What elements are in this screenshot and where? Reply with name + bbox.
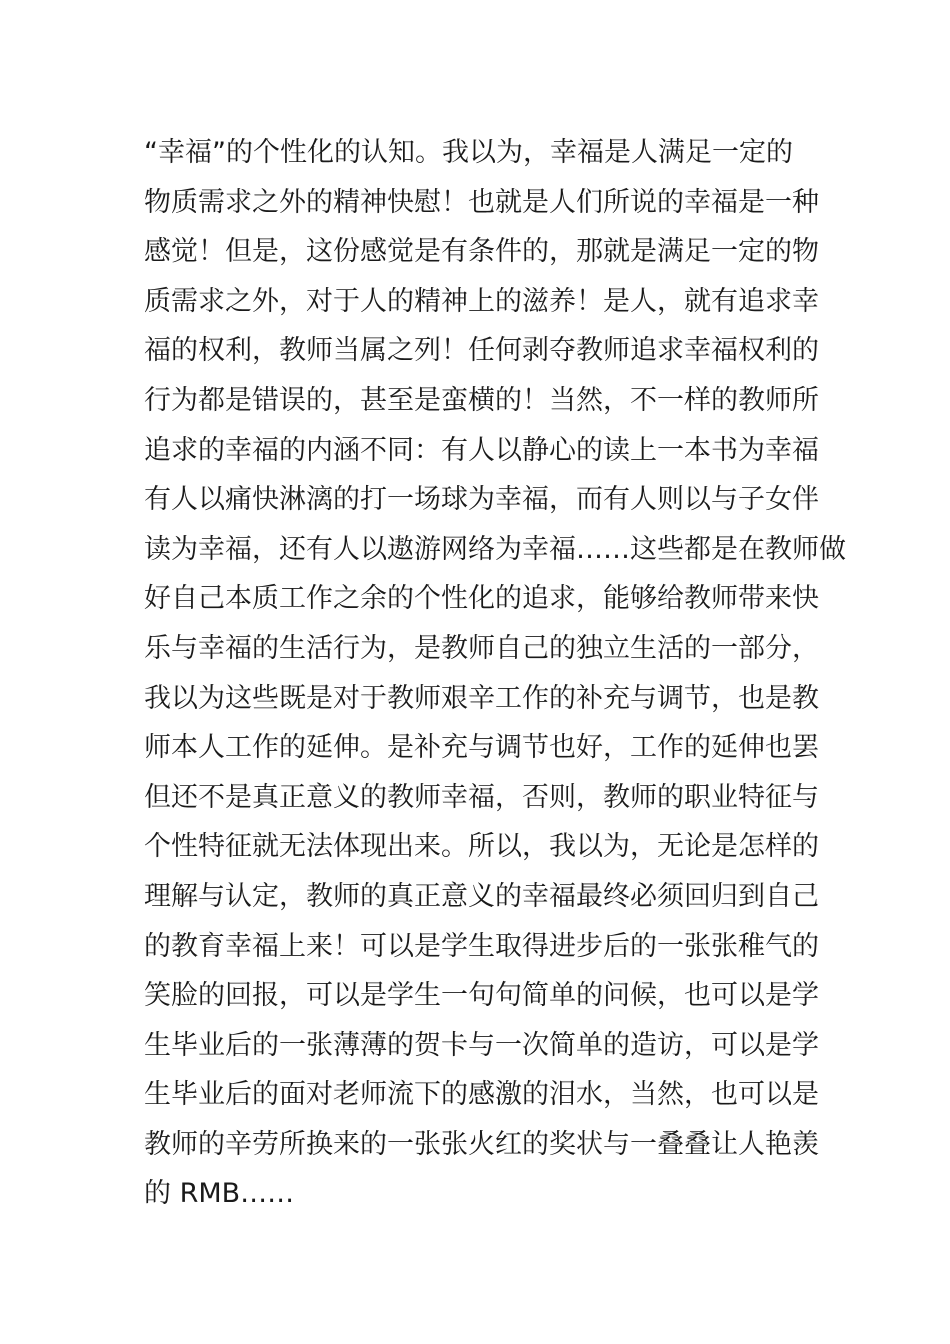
text-line-9: 读为幸福，还有人以遨游网络为幸福……这些都是在教师做 [144,533,846,565]
text-line-6: 行为都是错误的，甚至是蛮横的！当然，不一样的教师所 [144,384,819,416]
text-line-15: 个性特征就无法体现出来。所以，我以为，无论是怎样的 [144,831,819,863]
text-line-8: 有人以痛快淋漓的打一场球为幸福，而有人则以与子女伴 [144,484,819,516]
text-line-16: 理解与认定，教师的真正意义的幸福最终必须回归到自己 [144,880,819,912]
text-line-13: 师本人工作的延伸。是补充与调节也好，工作的延伸也罢 [144,732,819,764]
text-line-5: 福的权利，教师当属之列！任何剥夺教师追求幸福权利的 [144,335,819,367]
text-line-18: 笑脸的回报，可以是学生一句句简单的问候，也可以是学 [144,980,819,1012]
text-line-4: 质需求之外，对于人的精神上的滋养！是人，就有追求幸 [144,285,819,317]
text-line-14: 但还不是真正意义的教师幸福，否则，教师的职业特征与 [144,781,819,813]
text-line-17: 的教育幸福上来！可以是学生取得进步后的一张张稚气的 [144,930,819,962]
text-line-7: 追求的幸福的内涵不同：有人以静心的读上一本书为幸福 [144,434,819,466]
text-line-22: 的 RMB…… [144,1178,295,1210]
text-line-2: 物质需求之外的精神快慰！也就是人们所说的幸福是一种 [144,186,819,218]
text-line-3: 感觉！但是，这份感觉是有条件的，那就是满足一定的物 [144,236,819,268]
text-line-1: “幸福”的个性化的认知。我以为，幸福是人满足一定的 [144,137,793,168]
text-line-11: 乐与幸福的生活行为，是教师自己的独立生活的一部分， [144,632,819,664]
text-line-12: 我以为这些既是对于教师艰辛工作的补充与调节，也是教 [144,682,819,714]
text-line-19: 生毕业后的一张薄薄的贺卡与一次简单的造访，可以是学 [144,1029,819,1061]
text-line-10: 好自己本质工作之余的个性化的追求，能够给教师带来快 [144,583,819,615]
body-paragraph [144,128,846,1219]
text-line-20: 生毕业后的面对老师流下的感激的泪水，当然，也可以是 [144,1079,819,1111]
text-line-21: 教师的辛劳所换来的一张张火红的奖状与一叠叠让人艳羡 [144,1128,819,1160]
